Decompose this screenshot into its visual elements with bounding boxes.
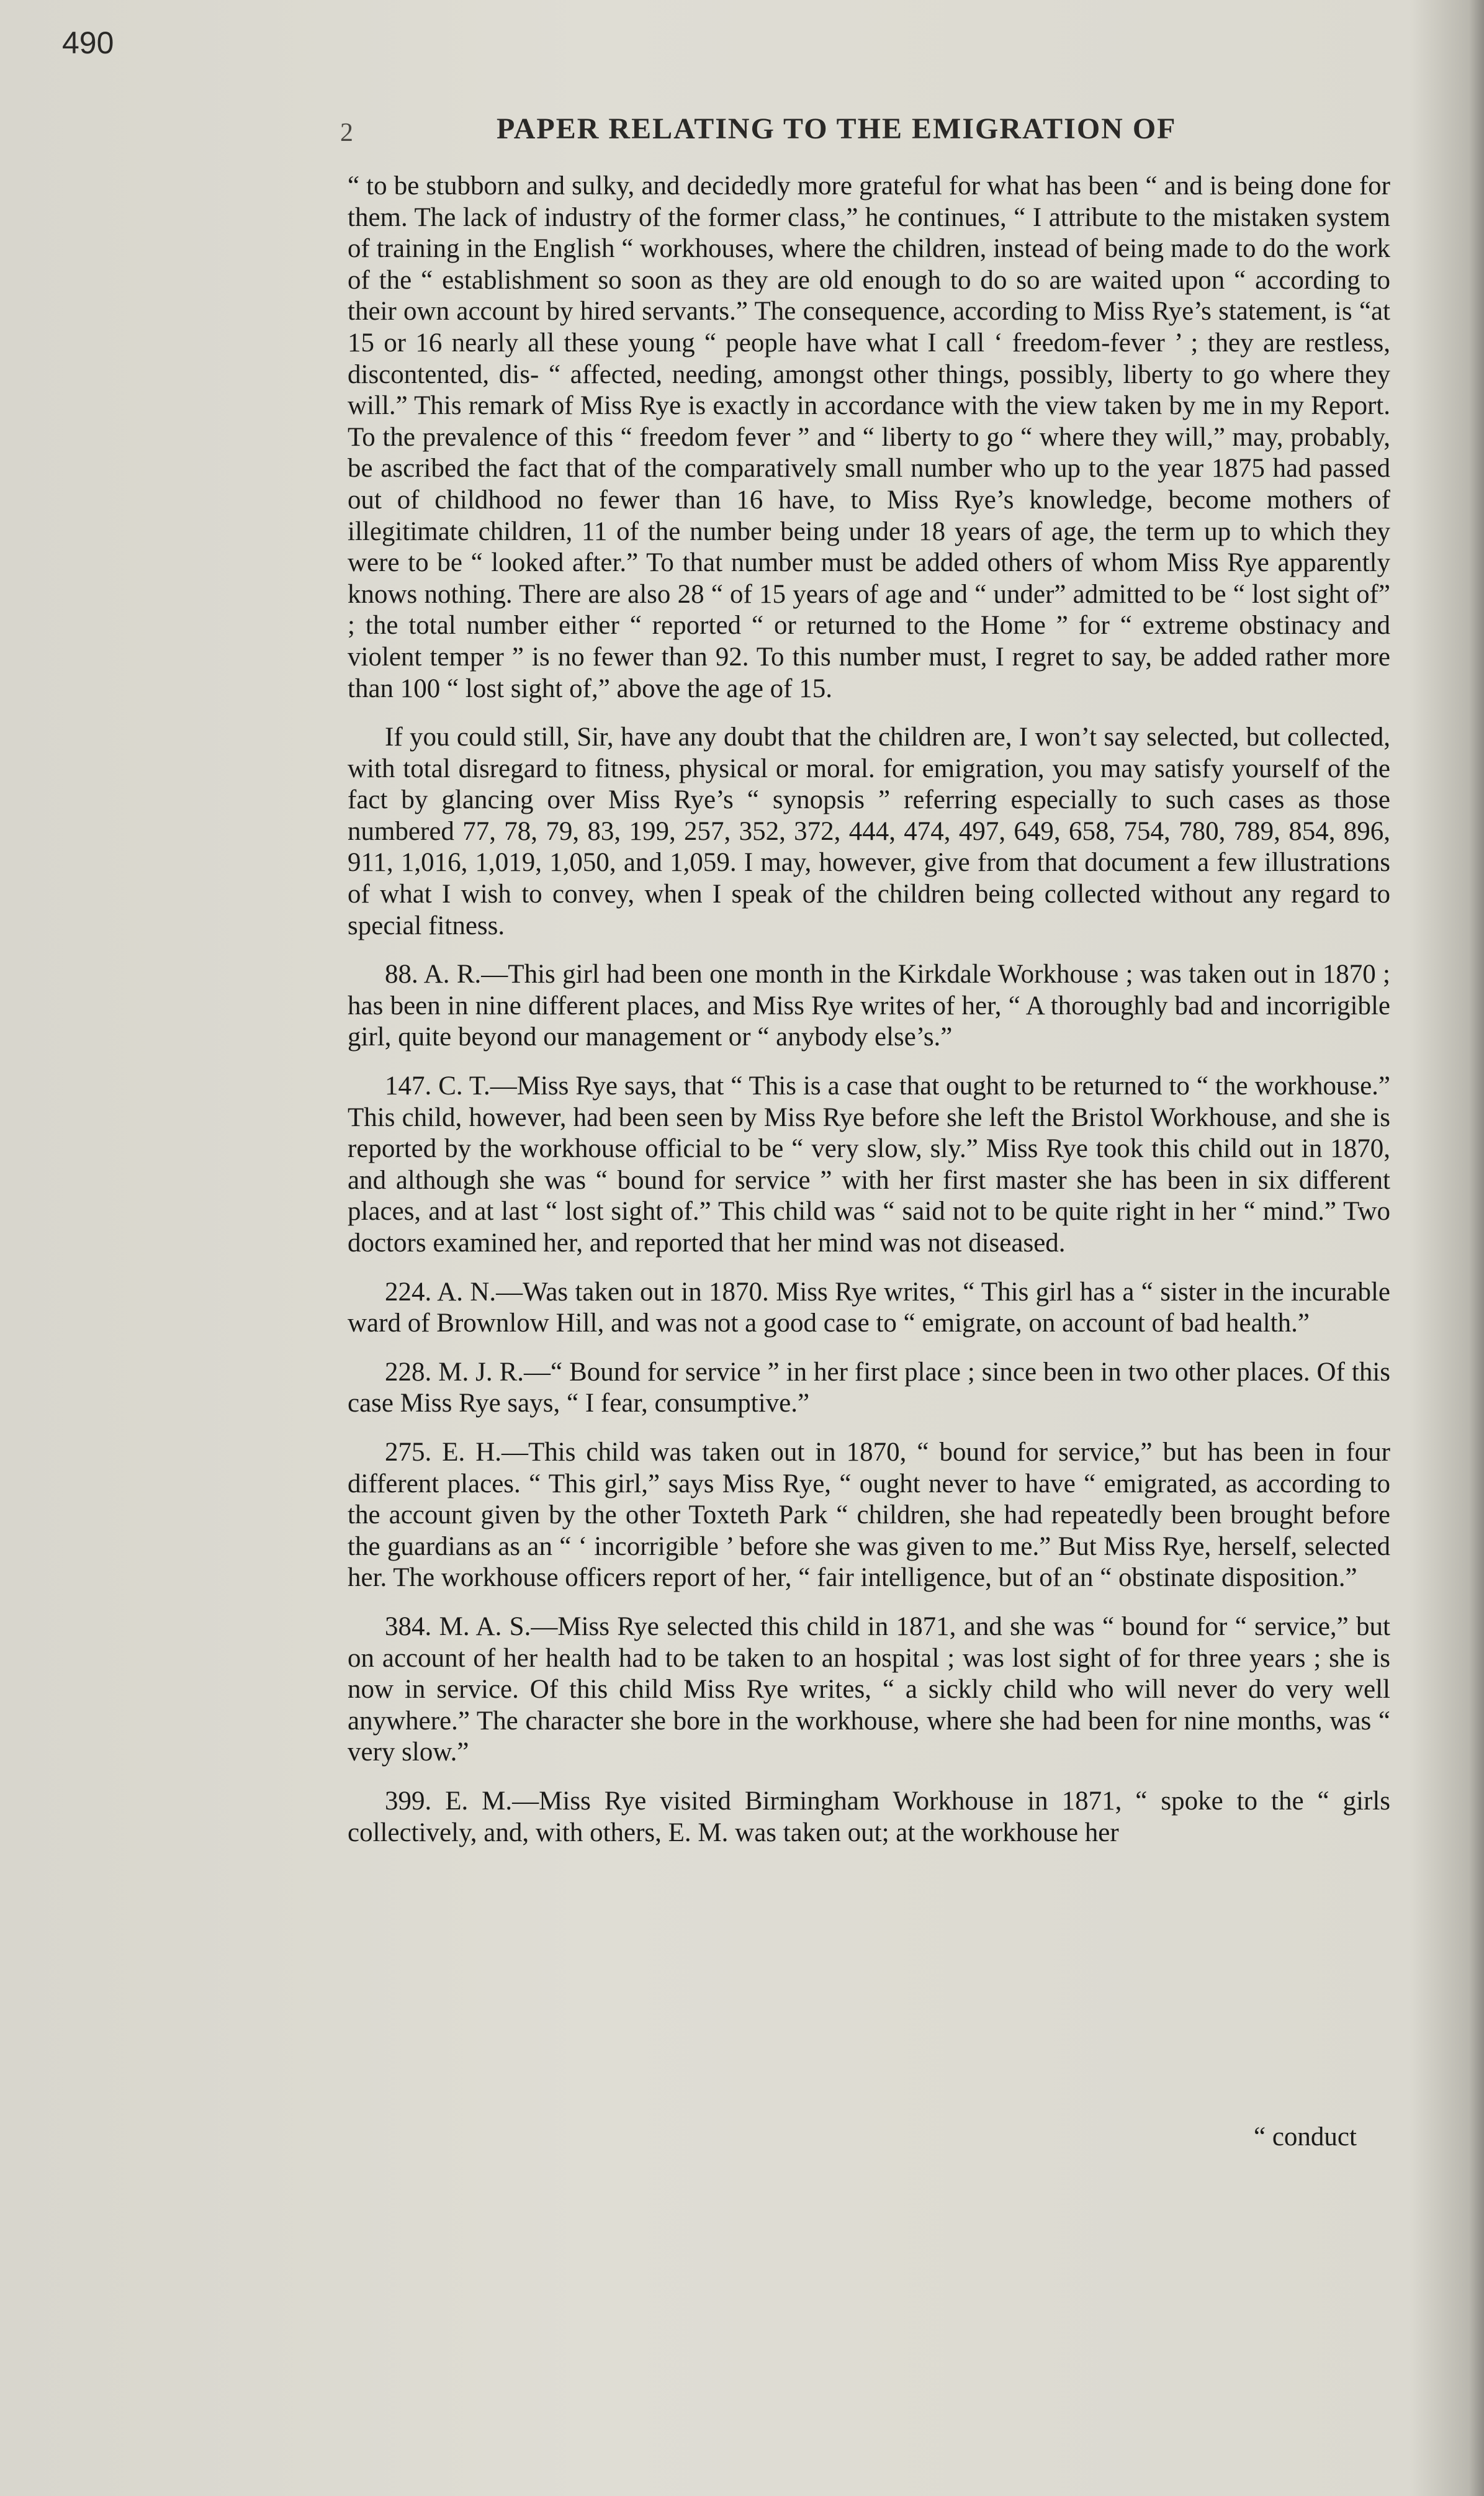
- case-paragraph-88: 88. A. R.—This girl had been one month in the Kirkdale Workhouse ; was taken out in 1870 ; has been in nine different places, and Miss Rye writes of her, “ A thoroughly bad and incorrigible girl, quite beyond our management or “ anybody else’s.”: [348, 960, 1390, 1052]
- case-paragraph-224: 224. A. N.—Was taken out in 1870. Miss Rye writes, “ This girl has a “ sister in the incurable ward of Brownlow Hill, and was not a good case to “ emigrate, on account of bad health.”: [348, 1277, 1390, 1338]
- case-paragraph-384: 384. M. A. S.—Miss Rye selected this child in 1871, and she was “ bound for “ service,” but on account of her health had to be taken to an hospital ; was lost sight of for three years ; she is now in service. Of this child Miss Rye writes, “ a sickly child who will never do very well anywhere.” The character she bore in the workhouse, where she had been for nine months, was “ very slow.”: [348, 1611, 1390, 1767]
- catchword: “ conduct: [1254, 2122, 1357, 2151]
- body-text: [348, 171, 1390, 1849]
- signature-mark: 2: [340, 119, 353, 147]
- paragraph-selection-argument: If you could still, Sir, have any doubt that the children are, I won’t say selected, but collected, with total disregard to fitness, physical or moral. for emigration, you may satisfy yourself of the fact by glancing over Miss Rye’s “ synopsis ” referring especially to such cases as those numbered 77, 78, 79, 83, 199, 257, 352, 372, 444, 474, 497, 649, 658, 754, 780, 789, 854, 896, 911, 1,016, 1,019, 1,050, and 1,059. I may, however, give from that document a few illustrations of what I wish to convey, when I speak of the children being collected without any regard to special fitness.: [348, 723, 1390, 940]
- archive-page-number: 490: [62, 25, 114, 60]
- case-paragraph-228: 228. M. J. R.—“ Bound for service ” in her first place ; since been in two other places. Of this case Miss Rye says, “ I fear, consumptive.”: [348, 1357, 1390, 1418]
- paragraph-continued: “ to be stubborn and sulky, and decidedly more grateful for what has been “ and is being done for them. The lack of industry of the former class,” he continues, “ I attribute to the mistaken system of training in the English “ workhouses, where the children, instead of being made to do the work of the “ establishment so soon as they are old enough to do so are waited upon “ according to their own account by hired servants.” The consequence, according to Miss Rye’s statement, is “at 15 or 16 nearly all these young “ people have what I call ‘ freedom-fever ’ ; they are restless, discontented, dis- “ affected, needing, amongst other things, possibly, liberty to go where they will.” This remark of Miss Rye is exactly in accordance with the view taken by me in my Report. To the prevalence of this “ freedom fever ” and “ liberty to go “ where they will,” may, probably, be ascribed the fact that of the comparatively small number who up to the year 1875 had passed out of childhood no fewer than 16 have, to Miss Rye’s knowledge, become mothers of illegitimate children, 11 of the number being under 18 years of age, the term up to which they were to be “ looked after.” To that number must be added others of whom Miss Rye apparently knows nothing. There are also 28 “ of 15 years of age and “ under” admitted to be “ lost sight of” ; the total number either “ reported “ or returned to the Home ” for “ extreme obstinacy and violent temper ” is no fewer than 92. To this number must, I regret to say, be added rather more than 100 “ lost sight of,” above the age of 15.: [348, 171, 1390, 703]
- case-paragraph-147: 147. C. T.—Miss Rye says, that “ This is a case that ought to be returned to “ the workhouse.” This child, however, had been seen by Miss Rye before she left the Bristol Workhouse, and she is reported by the workhouse official to be “ very slow, sly.” Miss Rye took this child out in 1870, and although she was “ bound for service ” with her first master she has been in six different places, and at last “ lost sight of.” This child was “ said not to be quite right in her “ mind.” Two doctors examined her, and reported that her mind was not diseased.: [348, 1071, 1390, 1258]
- case-paragraph-399: 399. E. M.—Miss Rye visited Birmingham Workhouse in 1871, “ spoke to the “ girls collectively, and, with others, E. M. was taken out; at the workhouse her: [348, 1786, 1390, 1847]
- running-title: PAPER RELATING TO THE EMIGRATION OF: [497, 112, 1177, 145]
- case-paragraph-275: 275. E. H.—This child was taken out in 1870, “ bound for service,” but has been in four different places. “ This girl,” says Miss Rye, “ ought never to have “ emigrated, as according to the account given by the other Toxteth Park “ children, she had repeatedly been brought before the guardians as an “ ‘ incorrigible ’ before she was given to me.” But Miss Rye, herself, selected her. The workhouse officers report of her, “ fair intelligence, but of an “ obstinate disposition.”: [348, 1437, 1390, 1593]
